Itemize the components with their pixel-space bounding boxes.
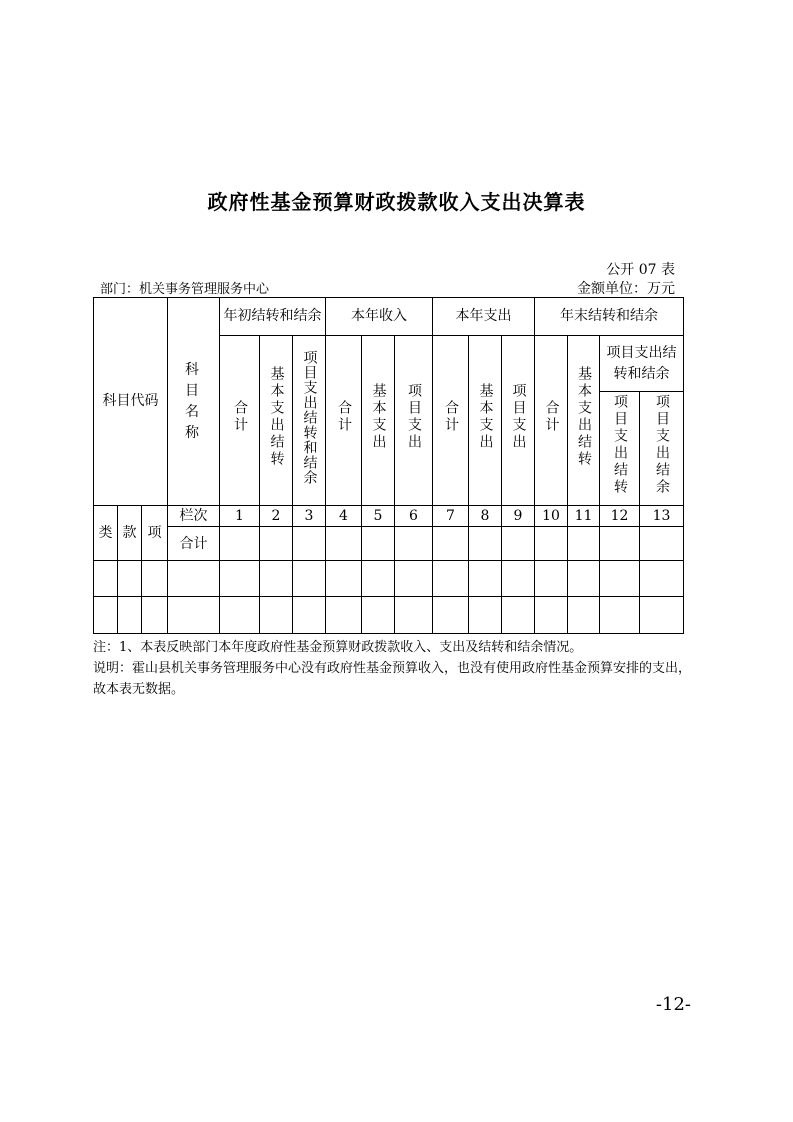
- table-cell: [260, 527, 293, 561]
- table-cell: [640, 561, 684, 597]
- table-row: [94, 561, 684, 597]
- table-cell: [362, 597, 395, 634]
- table-cell: [293, 597, 326, 634]
- page-title: 政府性基金预算财政拨款收入支出决算表: [207, 190, 586, 214]
- table-cell: [568, 597, 600, 634]
- lanci-11: 11: [568, 506, 600, 527]
- table-cell: [433, 527, 469, 561]
- lanci-1: 1: [220, 506, 260, 527]
- table-cell: [293, 527, 326, 561]
- sub-begin-total: 合计: [220, 336, 260, 506]
- note-1: 注：1、本表反映部门本年度政府性基金预算财政拨款收入、支出及结转和结余情况。: [93, 640, 583, 655]
- table-cell: [502, 561, 535, 597]
- header-subject-name: 科目名称: [168, 298, 220, 506]
- sub-expense-basic: 基本支出: [469, 336, 502, 506]
- lanci-4: 4: [326, 506, 362, 527]
- table-cell: [502, 527, 535, 561]
- table-cell: [118, 597, 142, 634]
- sub-income-project: 项目支出: [395, 336, 433, 506]
- table-cell: [502, 597, 535, 634]
- code-kuan: 款: [118, 506, 142, 561]
- table-cell: [469, 561, 502, 597]
- table-cell: [568, 561, 600, 597]
- sub-income-total: 合计: [326, 336, 362, 506]
- form-number: 公开 07 表: [606, 262, 675, 278]
- table-cell: [640, 597, 684, 634]
- table-cell: [535, 561, 568, 597]
- lanci-12: 12: [600, 506, 640, 527]
- lanci-6: 6: [395, 506, 433, 527]
- table-cell: [395, 527, 433, 561]
- table-cell: [395, 597, 433, 634]
- row-total-label: 合计: [168, 527, 220, 561]
- lanci-2: 2: [260, 506, 293, 527]
- table-cell: [168, 561, 220, 597]
- table-row: [94, 597, 684, 634]
- table-cell: [326, 561, 362, 597]
- table-cell: [168, 597, 220, 634]
- table-cell: [326, 527, 362, 561]
- sub-end-basic-carry: 基本支出结转: [568, 336, 600, 506]
- table-cell: [326, 597, 362, 634]
- header-beginning-carryover: 年初结转和结余: [220, 298, 326, 336]
- table-cell: [362, 527, 395, 561]
- sub-income-basic: 基本支出: [362, 336, 395, 506]
- note-explanation: 说明：霍山县机关事务管理服务中心没有政府性基金预算收入，也没有使用政府性基金预算安排的支出，故本表无数据。: [93, 660, 692, 697]
- sub-end-total: 合计: [535, 336, 568, 506]
- table-cell: [395, 561, 433, 597]
- table-cell: [220, 597, 260, 634]
- table-cell: [142, 561, 168, 597]
- lanci-7: 7: [433, 506, 469, 527]
- table-cell: [220, 561, 260, 597]
- sub-begin-project-carry-balance: 项目支出结转和结余: [293, 336, 326, 506]
- table-cell: [535, 597, 568, 634]
- lanci-3: 3: [293, 506, 326, 527]
- table-cell: [362, 561, 395, 597]
- sub-end-project-balance: 项目支出结余: [640, 392, 684, 506]
- table-cell: [600, 561, 640, 597]
- table-cell: [568, 527, 600, 561]
- table-cell: [469, 597, 502, 634]
- lanci-9: 9: [502, 506, 535, 527]
- table-cell: [293, 561, 326, 597]
- table-cell: [640, 527, 684, 561]
- header-current-expense: 本年支出: [433, 298, 535, 336]
- amount-unit-label: 金额单位：万元: [577, 281, 675, 297]
- table-cell: [260, 597, 293, 634]
- notes-section: [93, 638, 693, 700]
- table-cell: [260, 561, 293, 597]
- table-cell: [433, 597, 469, 634]
- table-cell: [118, 561, 142, 597]
- header-ending-carryover: 年末结转和结余: [535, 298, 684, 336]
- sub-expense-project: 项目支出: [502, 336, 535, 506]
- lanci-13: 13: [640, 506, 684, 527]
- table-cell: [600, 597, 640, 634]
- table-cell: [94, 561, 118, 597]
- code-lei: 类: [94, 506, 118, 561]
- table-cell: [220, 527, 260, 561]
- lanci-10: 10: [535, 506, 568, 527]
- budget-table: [93, 297, 684, 634]
- page-number: -12-: [655, 994, 691, 1015]
- sub-end-project-carry: 项目支出结转: [600, 392, 640, 506]
- lanci-8: 8: [469, 506, 502, 527]
- row-lanci-label: 栏次: [168, 506, 220, 527]
- table-cell: [535, 527, 568, 561]
- table-cell: [94, 597, 118, 634]
- sub-end-project-carry-balance: 项目支出结转和结余: [600, 336, 684, 392]
- header-current-income: 本年收入: [326, 298, 433, 336]
- table-cell: [469, 527, 502, 561]
- table-cell: [142, 597, 168, 634]
- table-cell: [433, 561, 469, 597]
- header-subject-code: 科目代码: [94, 298, 168, 506]
- lanci-5: 5: [362, 506, 395, 527]
- department-label: 部门：机关事务管理服务中心: [100, 282, 270, 297]
- sub-expense-total: 合计: [433, 336, 469, 506]
- code-xiang: 项: [142, 506, 168, 561]
- sub-begin-basic-carry: 基本支出结转: [260, 336, 293, 506]
- table-cell: [600, 527, 640, 561]
